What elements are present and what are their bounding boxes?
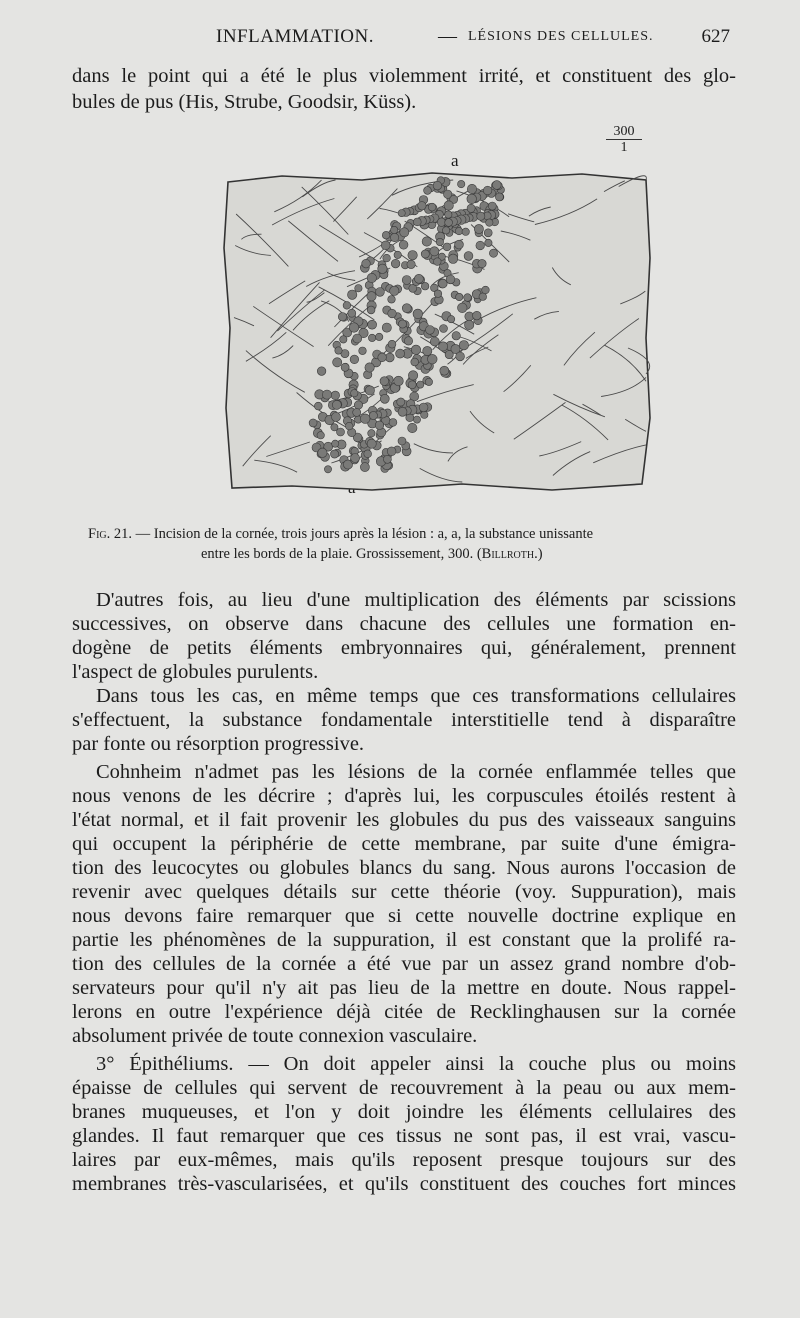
pus-cell <box>417 381 424 388</box>
pus-cell <box>378 264 387 273</box>
pus-cell <box>335 347 342 354</box>
pus-cell <box>445 351 453 359</box>
pus-cell <box>318 448 327 457</box>
pus-cell <box>369 411 377 419</box>
pus-cell <box>383 455 391 463</box>
text-line: épaisse de cellules qui servent de recouvrement à la peau ou aux mem- <box>72 1077 736 1099</box>
pus-cell <box>433 181 442 190</box>
pus-cell <box>350 355 359 364</box>
pus-cell <box>394 251 401 258</box>
pus-cell <box>418 202 426 210</box>
pus-cell <box>351 390 358 397</box>
pus-cell <box>467 184 476 193</box>
scale-denominator: 1 <box>620 140 628 155</box>
pus-cell <box>423 346 432 355</box>
pus-cell <box>442 227 449 234</box>
pus-cell <box>368 430 375 437</box>
pus-cell <box>421 250 429 258</box>
pus-cell <box>413 218 421 226</box>
pus-cell <box>360 463 369 472</box>
pus-cell <box>440 366 449 375</box>
pus-cell <box>440 325 448 333</box>
caption-author: Billroth. <box>481 546 538 562</box>
pus-cell <box>332 413 341 422</box>
pus-cell <box>367 292 376 301</box>
text-line: branes muqueuses, et l'on y doit joindre les éléments cellulaires des <box>72 1101 736 1123</box>
pus-cell <box>445 211 452 218</box>
pus-cell <box>349 323 359 333</box>
pus-cell <box>477 212 485 220</box>
pus-cell <box>340 336 347 343</box>
pus-cell <box>388 340 396 348</box>
pus-cell <box>367 439 376 448</box>
pus-cell <box>462 228 469 235</box>
pus-cell <box>398 407 407 416</box>
pus-cell <box>404 337 412 345</box>
pus-cell <box>332 400 341 409</box>
figure-number: Fig. 21. — <box>88 526 151 542</box>
text-line: partie les phénomènes de la suppuration, il est constant que la prolifé ra- <box>72 929 736 951</box>
pus-cell <box>484 229 492 237</box>
pus-cell <box>341 363 349 371</box>
pus-cell <box>411 345 420 354</box>
pus-cell <box>434 258 442 266</box>
pus-cell <box>397 398 405 406</box>
pus-cell <box>391 226 398 233</box>
pus-cell <box>436 238 443 245</box>
pus-cell <box>448 316 455 323</box>
pus-cell <box>408 371 417 380</box>
pus-cell <box>351 454 360 463</box>
pus-cell <box>407 260 415 268</box>
pus-cell <box>413 309 423 319</box>
pus-cell <box>367 273 376 282</box>
pus-cell <box>408 423 417 432</box>
pus-cell <box>382 323 391 332</box>
pus-cell <box>456 293 463 300</box>
pus-cell <box>424 187 432 195</box>
pus-cell <box>455 240 464 249</box>
pus-cell <box>375 421 384 430</box>
pus-cell <box>376 288 385 297</box>
text-line: bules de pus (His, Strube, Goodsir, Küss). <box>72 91 417 113</box>
header-subtitle: LÉSIONS DES CELLULES. <box>468 29 654 44</box>
text-line: dogène de petits éléments embryonnaires qui, généralement, prennent <box>72 637 736 659</box>
pus-cell <box>365 363 374 372</box>
pus-cell <box>473 311 482 320</box>
pus-cell <box>348 290 357 299</box>
pus-cell <box>399 240 408 249</box>
pus-cell <box>428 354 438 364</box>
pus-cell <box>467 194 477 204</box>
pus-cell <box>434 290 442 298</box>
pus-cell <box>331 391 340 400</box>
text-line: Dans tous les cas, en même temps que ces transformations cellulaires <box>96 685 736 707</box>
pus-cell <box>488 202 496 210</box>
pus-cell <box>378 353 387 362</box>
pus-cell <box>314 402 322 410</box>
figure-label-top: a <box>451 151 459 170</box>
pus-cell <box>382 231 390 239</box>
caption-text: Incision de la cornée, trois jours après la lésion : a, a, la substance unissante <box>153 526 594 542</box>
pus-cell <box>426 326 435 335</box>
pus-cell <box>402 304 411 313</box>
pus-cell <box>317 432 324 439</box>
pus-cell <box>459 341 468 350</box>
pus-cell <box>476 241 485 250</box>
pus-cell <box>368 334 375 341</box>
pus-cell <box>360 414 370 424</box>
pus-cell <box>324 466 331 473</box>
pus-cell <box>495 193 503 201</box>
pus-cell <box>383 254 391 262</box>
pus-cell <box>398 320 406 328</box>
pus-cell <box>394 376 404 386</box>
pus-cell <box>482 286 490 294</box>
pus-cell <box>483 186 492 195</box>
pus-cell <box>455 227 462 234</box>
header-title: INFLAMMATION. <box>216 26 374 47</box>
text-line: qui occupent la périphérie de cette membrane, par suite d'une émigra- <box>72 833 736 855</box>
text-line: successives, on observe dans chacune des cellules une formation en- <box>72 613 736 635</box>
text-line: 3° Épithéliums. — On doit appeler ainsi la couche plus ou moins <box>96 1053 736 1075</box>
pus-cell <box>387 447 396 456</box>
pus-cell <box>353 334 362 343</box>
pus-cell <box>398 437 406 445</box>
pus-cell <box>365 386 374 395</box>
pus-cell <box>438 279 447 288</box>
figure-caption-line-1 <box>88 524 593 544</box>
pus-cell <box>380 377 389 386</box>
pus-cell <box>465 320 474 329</box>
pus-cell <box>456 352 465 361</box>
text-line: nous devons faire remarquer que si cette nouvelle doctrine explique en <box>72 905 736 927</box>
pus-cell <box>398 210 405 217</box>
pus-cell <box>408 381 416 389</box>
pus-cell <box>464 294 472 302</box>
pus-cell <box>492 181 501 190</box>
pus-cell <box>458 180 465 187</box>
page-number: 627 <box>701 26 730 47</box>
pus-cell <box>368 320 377 329</box>
pus-cell <box>388 296 396 304</box>
pus-cell <box>486 219 493 226</box>
pus-cell <box>448 254 457 263</box>
pus-cell <box>355 285 362 292</box>
text-line: dans le point qui a été le plus violemment irrité, et constituent des glo- <box>72 65 736 87</box>
pus-cell <box>408 251 417 260</box>
pus-cell <box>353 408 361 416</box>
pus-cell <box>425 378 432 385</box>
pus-cell <box>419 403 428 412</box>
caption-text: ) <box>537 546 543 562</box>
cornea-incision-illustration <box>222 168 652 494</box>
pus-cell <box>444 201 453 210</box>
magnification-scale <box>606 124 642 155</box>
pus-cell <box>414 274 423 283</box>
pus-cell <box>428 203 436 211</box>
text-line: glandes. Il faut remarquer que ces tissus ne sont pas, il est vrai, vascu- <box>72 1125 736 1147</box>
pus-cell <box>446 275 455 284</box>
text-line: lerons en outre l'expérience déjà citée de Recklinghausen sur la cornée <box>72 1001 736 1023</box>
text-line: D'autres fois, au lieu d'une multiplication des éléments par scissions <box>96 589 736 611</box>
running-header <box>70 26 730 52</box>
pus-cell <box>354 401 362 409</box>
pus-cell <box>478 259 486 267</box>
pus-cell <box>389 419 397 427</box>
pus-cell <box>411 358 419 366</box>
pus-cell <box>380 394 389 403</box>
pus-cell <box>348 309 356 317</box>
text-line: revenir avec quelques détails sur cette théorie (voy. Suppuration), mais <box>72 881 736 903</box>
pus-cell <box>367 306 375 314</box>
pus-cell <box>388 309 397 318</box>
text-line: absolument privée de toute connexion vasculaire. <box>72 1025 478 1047</box>
pus-cell <box>443 243 451 251</box>
pus-cell <box>474 224 483 233</box>
pus-cell <box>338 313 346 321</box>
pus-cell <box>345 422 353 430</box>
pus-cell <box>376 333 383 340</box>
pus-cell <box>422 237 431 246</box>
pus-cell <box>396 349 405 358</box>
text-line: par fonte ou résorption progressive. <box>72 733 365 755</box>
pus-cell <box>331 450 339 458</box>
pus-cell <box>381 241 390 250</box>
pus-cell <box>439 342 448 351</box>
pus-cell <box>390 233 398 241</box>
pus-cell <box>402 276 411 285</box>
text-line: membranes très-vascularisées, et qu'ils constituent des couches fort minces <box>72 1173 736 1195</box>
pus-cell <box>445 219 453 227</box>
pus-cell <box>464 252 473 261</box>
pus-cell <box>359 347 367 355</box>
text-line: tion des cellules de la cornée a été vue par un assez grand nombre d'ob- <box>72 953 736 975</box>
caption-text: entre les bords de la plaie. Grossissement, 300. ( <box>201 546 482 562</box>
pus-cell <box>332 440 339 447</box>
pus-cell <box>430 247 439 256</box>
pus-cell <box>333 358 342 367</box>
text-line: laires par eux-mêmes, mais qu'ils reposent presque toujours sur des <box>72 1149 736 1171</box>
pus-cell <box>400 228 409 237</box>
pus-cell <box>385 353 394 362</box>
pus-cell <box>322 390 331 399</box>
text-line: tion des leucocytes ou globules blancs du sang. Nous aurons l'occasion de <box>72 857 736 879</box>
pus-cell <box>489 249 497 257</box>
pus-cell <box>331 424 338 431</box>
pus-cell <box>458 303 468 313</box>
pus-cell <box>317 367 326 376</box>
scale-numerator: 300 <box>606 124 642 140</box>
pus-cell <box>309 419 317 427</box>
pus-cell <box>452 332 460 340</box>
text-line: l'état normal, et il fait provenir les globules du pus des vaisseaux sanguins <box>72 809 736 831</box>
text-line: l'aspect de globules purulents. <box>72 661 319 683</box>
text-line: nous venons de les décrire ; d'après lui, les corpuscules étoilés restent à <box>72 785 736 807</box>
pus-cell <box>362 259 371 268</box>
text-line: s'effectuent, la substance fondamentale interstitielle tend à disparaître <box>72 709 736 731</box>
pus-cell <box>430 337 439 346</box>
pus-cell <box>364 450 372 458</box>
pus-cell <box>467 204 475 212</box>
pus-cell <box>343 302 351 310</box>
pus-cell <box>485 239 492 246</box>
text-line: Cohnheim n'admet pas les lésions de la cornée enflammée telles que <box>96 761 736 783</box>
pus-cell <box>413 416 420 423</box>
figure-caption-line-2 <box>201 544 543 564</box>
header-separator: — <box>438 26 457 47</box>
pus-cell <box>391 259 400 268</box>
text-line: servateurs pour qu'il n'y ait pas lieu de la mettre en doute. Nous rappel- <box>72 977 736 999</box>
pus-cell <box>390 286 399 295</box>
